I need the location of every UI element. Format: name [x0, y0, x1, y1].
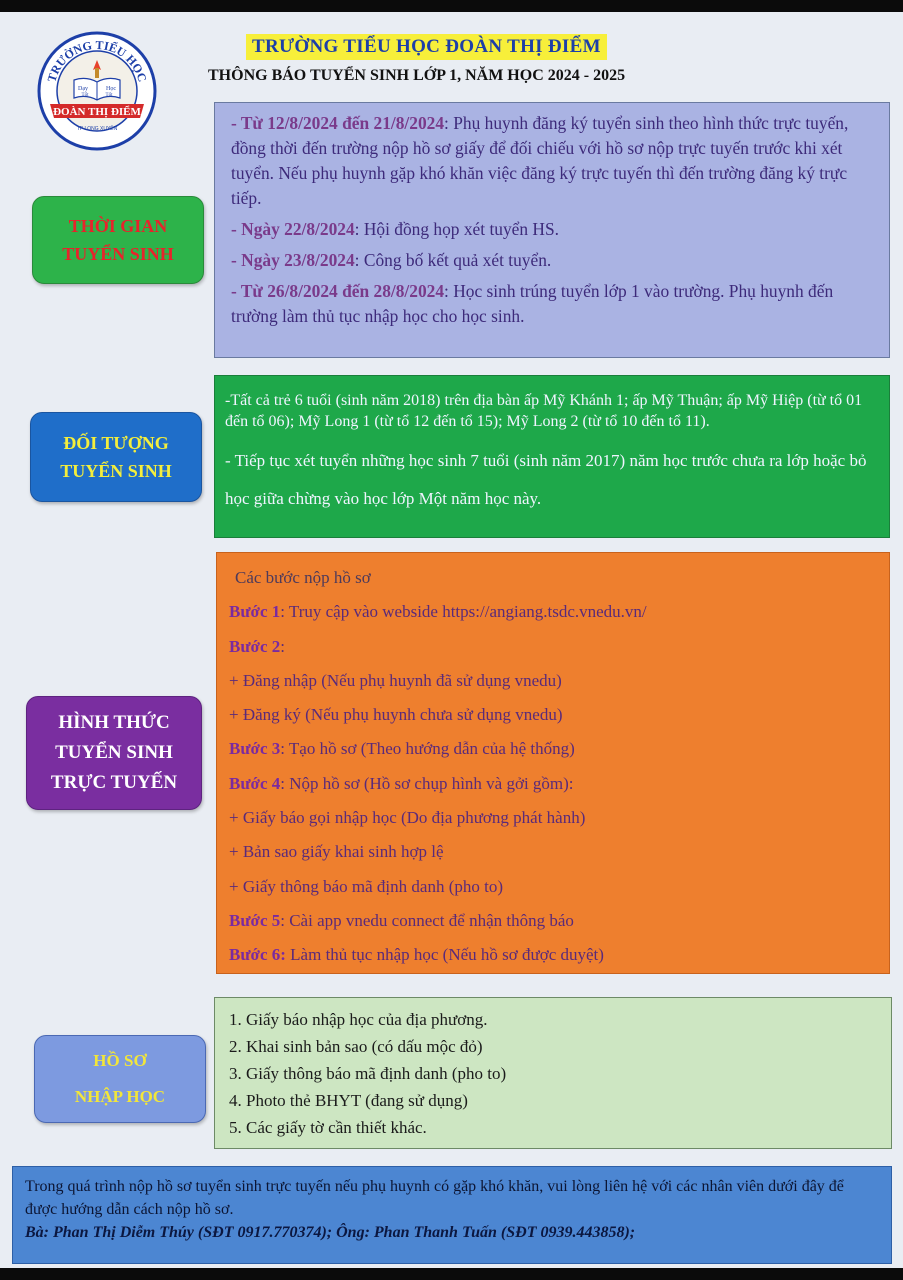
docs-panel — [214, 997, 892, 1149]
label-time-line2: TUYỂN SINH — [62, 244, 174, 264]
bottom-border — [0, 1268, 903, 1280]
step-line: Bước 3: Tạo hồ sơ (Theo hướng dẫn của hệ thống) — [229, 739, 575, 759]
notice-title: THÔNG BÁO TUYỂN SINH LỚP 1, NĂM HỌC 2024 - 2025 — [208, 67, 626, 84]
label-online — [26, 696, 202, 810]
online-intro: Các bước nộp hồ sơ — [235, 568, 371, 587]
school-logo — [36, 30, 158, 152]
logo-book-right: Học — [106, 86, 116, 92]
time-panel — [214, 102, 890, 358]
label-online-line3: TRỰC TUYẾN — [50, 772, 178, 793]
label-docs — [34, 1035, 206, 1123]
label-time — [32, 196, 204, 284]
step-line: + Giấy báo gọi nhập học (Do địa phương phát hành) — [229, 808, 586, 828]
docs-item: 5. Các giấy tờ cần thiết khác. — [229, 1118, 427, 1137]
contact-text: Trong quá trình nộp hồ sơ tuyển sinh trực tuyến nếu phụ huynh có gặp khó khăn, vui lòng liên hệ với các nhân viên dưới đây để được hướng dẫn cách nộp hồ sơ. — [25, 1178, 844, 1218]
logo-ribbon-text: ĐOÀN THỊ ĐIỂM — [53, 106, 141, 118]
step-line: Bước 2: — [229, 636, 285, 656]
target-paragraph-2: - Tiếp tục xét tuyển những học sinh 7 tuổi (sinh năm 2017) năm học trước chưa ra lớp hoặc bỏ học giữa chừng vào học lớp Một năm học này. — [225, 451, 867, 508]
time-item: - Ngày 23/8/2024: Công bố kết quả xét tuyển. — [231, 250, 552, 270]
label-docs-line1: HỒ SƠ — [93, 1051, 147, 1070]
online-panel — [216, 552, 890, 974]
time-item: - Từ 12/8/2024 đến 21/8/2024: Phụ huynh đăng ký tuyển sinh theo hình thức trực tuyến, đồng thời đến trường nộp hồ sơ giấy để đối chiếu với hồ sơ nộp trực tuyến trước khi xét tuyển. Nếu phụ huynh gặp khó khăn việc đăng ký trực tuyến thì đến trường đăng ký trực tiếp. — [231, 113, 849, 208]
label-docs-line2: NHẬP HỌC — [74, 1087, 166, 1106]
step-line: + Đăng ký (Nếu phụ huynh chưa sử dụng vnedu) — [229, 705, 563, 725]
logo-book-left: Dạy — [78, 86, 88, 92]
step-line: Bước 1: Truy cập vào webside https://angiang.tsdc.vnedu.vn/ — [229, 602, 647, 622]
step-line: Bước 6: Làm thủ tục nhập học (Nếu hồ sơ được duyệt) — [229, 945, 604, 965]
docs-item: 2. Khai sinh bản sao (có dấu mộc đỏ) — [229, 1037, 483, 1056]
docs-item: 1. Giấy báo nhập học của địa phương. — [229, 1010, 488, 1029]
logo-small-text: TP LONG XUYÊN — [76, 126, 118, 132]
label-target-line1: ĐỐI TƯỢNG — [63, 433, 169, 453]
label-target — [30, 412, 202, 502]
time-item: - Từ 26/8/2024 đến 28/8/2024: Học sinh trúng tuyển lớp 1 vào trường. Phụ huynh đến trường làm thủ tục nhập học cho học sinh. — [231, 281, 834, 326]
target-panel — [214, 375, 890, 538]
school-name: TRƯỜNG TIỂU HỌC ĐOÀN THỊ ĐIỂM — [246, 34, 607, 60]
top-border — [0, 0, 903, 12]
step-line: + Bản sao giấy khai sinh hợp lệ — [229, 842, 444, 862]
logo-book-bottom2: Tốt — [105, 93, 113, 98]
docs-item: 3. Giấy thông báo mã định danh (pho to) — [229, 1064, 507, 1083]
step-line: + Đăng nhập (Nếu phụ huynh đã sử dụng vnedu) — [229, 670, 562, 690]
docs-item: 4. Photo thẻ BHYT (đang sử dụng) — [229, 1091, 468, 1110]
step-line: Bước 5: Cài app vnedu connect để nhận thông báo — [229, 910, 574, 930]
target-paragraph-1: -Tất cả trẻ 6 tuổi (sinh năm 2018) trên địa bàn ấp Mỹ Khánh 1; ấp Mỹ Thuận; ấp Mỹ Hiệp (từ tổ 01 đến tổ 06); Mỹ Long 1 (từ tổ 12 đến tổ 15); Mỹ Long 2 (từ tổ 10 đến tổ 11). — [225, 392, 863, 430]
label-online-line2: TUYỂN SINH — [55, 742, 173, 763]
logo-book-bottom: Tốt — [81, 93, 89, 98]
label-time-line1: THỜI GIAN — [68, 216, 168, 236]
step-line: Bước 4: Nộp hồ sơ (Hồ sơ chụp hình và gởi gồm): — [229, 773, 574, 793]
step-line: + Giấy thông báo mã định danh (pho to) — [229, 876, 503, 896]
label-target-line2: TUYỂN SINH — [60, 461, 172, 481]
time-item: - Ngày 22/8/2024: Hội đồng họp xét tuyển HS. — [231, 219, 560, 239]
contact-persons: Bà: Phan Thị Diễm Thúy (SĐT 0917.770374); Ông: Phan Thanh Tuấn (SĐT 0939.443858); — [25, 1224, 636, 1241]
label-online-line1: HÌNH THỨC — [58, 712, 170, 733]
logo-arc-text: TRƯỜNG TIỂU HỌC — [44, 37, 150, 84]
contact-panel — [12, 1166, 892, 1264]
